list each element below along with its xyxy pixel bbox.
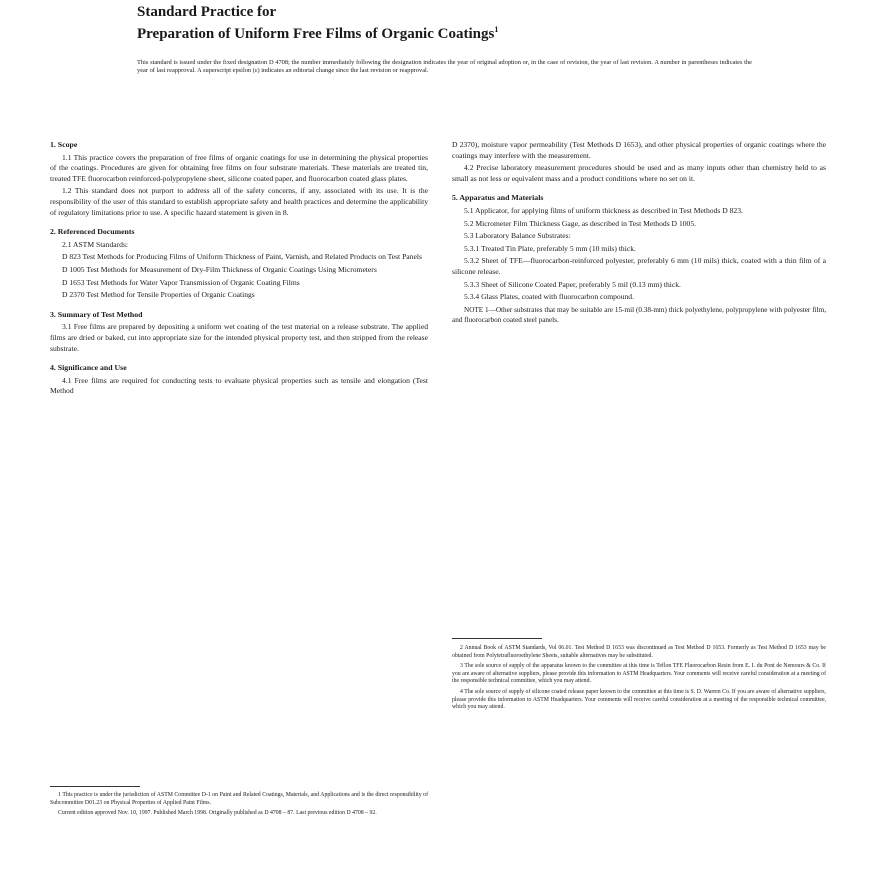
note-1: NOTE 1—Other substrates that may be suitable are 15-mil (0.38-mm) thick polyethylene, polypropylene with polyester film, and fluorocarbon coated steel panels. bbox=[452, 305, 826, 325]
footnote: 2 Annual Book of ASTM Standards, Vol 06.01. Test Method D 1653 was discontinued as Test Method D 1653. Formerly as Test Method D 1653 may be obtained from Polytetrafluoroethylene Sheets, suitable alternatives may be substituted. bbox=[452, 645, 826, 659]
footnote: 4 The sole source of supply of silicone coated release paper known to the committee at this time is S. D. Warren Co. If you are aware of alternative suppliers, please provide this information to ASTM Headquarters. Your comments will receive careful consideration at a meeting of the responsible technical committee, which you may attend. bbox=[452, 688, 826, 711]
paragraph-5-3-3: 5.3.3 Sheet of Silicone Coated Paper, preferably 5 mil (0.13 mm) thick. bbox=[464, 279, 681, 289]
title-line-2 bbox=[137, 21, 757, 43]
paragraph-5-1: 5.1 Applicator, for applying films of uniform thickness as described in Test Methods D 823. bbox=[464, 205, 743, 215]
ref-item: D 1005 Test Methods for Measurement of Dry-Film Thickness of Organic Coatings Using Micrometers bbox=[62, 264, 377, 274]
paragraph-5-3: 5.3 Laboratory Balance Substrates: bbox=[464, 231, 571, 241]
footnote-divider-right bbox=[452, 638, 542, 639]
paragraph-5-3-4: 5.3.4 Glass Plates, coated with fluorocarbon compound. bbox=[464, 292, 634, 302]
designation-note: This standard is issued under the fixed designation D 4708; the number immediately following the designation indicates the year of original adoption or, in the case of revision, the year of last revision. A number in parentheses indicates the year of last reapproval. A superscript epsilon (ε) indicates an editorial change since the last revision or reapproval. bbox=[137, 59, 752, 74]
section-heading-summary: 3. Summary of Test Method bbox=[50, 309, 143, 319]
document-header bbox=[137, 4, 757, 75]
footnote: Current edition approved Nov. 10, 1997. Published March 1998. Originally published as D 4708 – 87. Last previous edition D 4708 – 92. bbox=[58, 810, 377, 817]
footnotes-left bbox=[50, 792, 428, 821]
section-heading-referenced-documents: 2. Referenced Documents bbox=[50, 227, 135, 237]
ref-item: D 2370 Test Method for Tensile Properties of Organic Coatings bbox=[62, 290, 255, 300]
ref-item: 2.1 ASTM Standards: bbox=[62, 239, 129, 249]
footnote: 1 This practice is under the jurisdiction of ASTM Committee D-1 on Paint and Related Coatings, Materials, and Applications and is the direct responsibility of Subcommittee D01.23 on Physical Properties of Applied Paint Films. bbox=[50, 792, 428, 806]
footnote: 3 The sole source of supply of the apparatus known to the committee at this time is Teflon TFE Fluorocarbon Resin from E. I. du Pont de Nemours & Co. If you are aware of alternative suppliers, please provide this information to ASTM Headquarters. Your comments will receive careful consideration at a meeting of the responsible technical committee, which you may attend. bbox=[452, 663, 826, 685]
section-heading-significance: 4. Significance and Use bbox=[50, 363, 127, 373]
section-heading-scope: 1. Scope bbox=[50, 140, 78, 149]
paragraph-3-1: 3.1 Free films are prepared by depositing a uniform wet coating of the test material on a release substrate. The applied films are dried or baked, cut into appropriate size for the intended physical property test, and then stripped from the release substrate. bbox=[50, 322, 428, 353]
left-column bbox=[50, 140, 428, 399]
paragraph-5-3-2: 5.3.2 Sheet of TFE—fluorocarbon-reinforced polyester, preferably 6 mm (10 mils) thick, coated with a thin film of a silicone release. bbox=[452, 256, 826, 276]
paragraph-1-1: 1.1 This practice covers the preparation of free films of organic coatings for use in determining the physical properties of the coatings. Procedures are given for obtaining free films on four substrate materials. These materials are treated tin, treated TFE fluorocarbon reinforced-polypropylene sheet, silicone coated paper, and fluorocarbon coated glass plates. bbox=[50, 152, 428, 183]
title-text: Preparation of Uniform Free Films of Organic Coatings bbox=[137, 26, 495, 42]
title-footnote-mark: 1 bbox=[494, 25, 499, 34]
footnotes-right bbox=[452, 645, 826, 715]
ref-item: D 823 Test Methods for Producing Films of Uniform Thickness of Paint, Varnish, and Related Products on Test Panels bbox=[62, 252, 422, 262]
ref-item: D 1653 Test Methods for Water Vapor Transmission of Organic Coating Films bbox=[62, 277, 300, 287]
paragraph-5-3-1: 5.3.1 Treated Tin Plate, preferably 5 mm (10 mils) thick. bbox=[464, 243, 636, 253]
paragraph-4-1-continued: D 2370), moisture vapor permeability (Test Methods D 1653), and other physical properties of organic coatings where the coatings may interfere with the measurement. bbox=[452, 140, 826, 160]
paragraph-5-2: 5.2 Micrometer Film Thickness Gage, as described in Test Methods D 1005. bbox=[464, 218, 697, 228]
right-column bbox=[452, 140, 826, 328]
section-heading-apparatus: 5. Apparatus and Materials bbox=[452, 193, 544, 203]
paragraph-4-1: 4.1 Free films are required for conducting tests to evaluate physical properties such as tensile and elongation (Test Method bbox=[50, 375, 428, 396]
paragraph-4-2: 4.2 Precise laboratory measurement procedures should be used and as many inputs other than chemistry held to as small as not less or equivalent mass and a product conditions where no set on it. bbox=[452, 163, 826, 183]
paragraph-1-2: 1.2 This standard does not purport to address all of the safety concerns, if any, associated with its use. It is the responsibility of the user of this standard to establish appropriate safety and health practices and determine the applicability of regulatory limitations prior to use. A specific hazard statement is given in 8. bbox=[50, 186, 428, 217]
title-line-1: Standard Practice for bbox=[137, 4, 277, 20]
footnote-divider-left bbox=[50, 786, 140, 787]
